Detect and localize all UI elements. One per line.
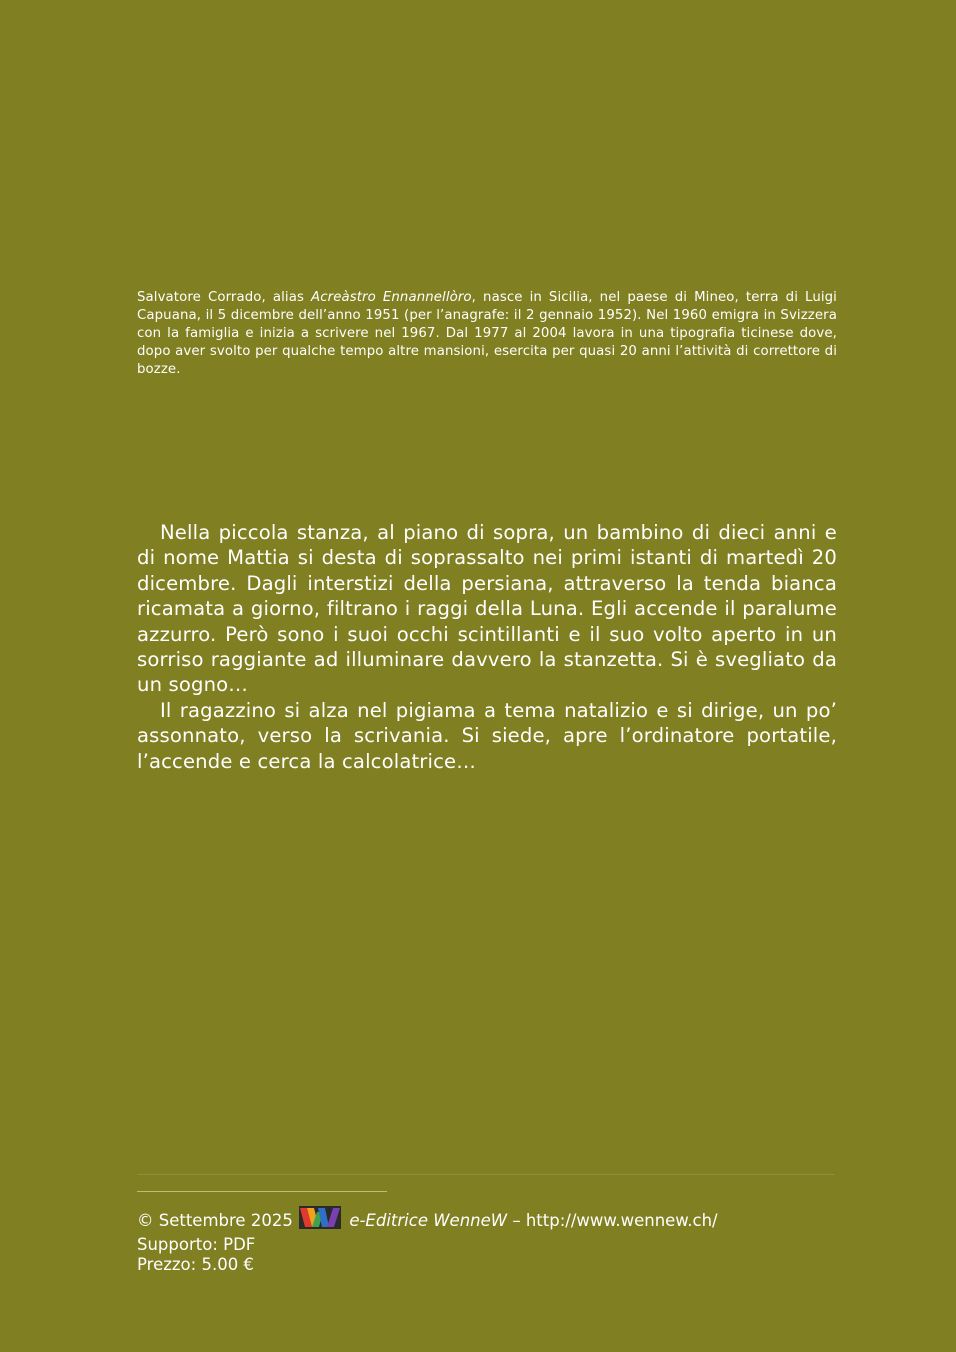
copyright-line (137, 1206, 857, 1235)
colophon (137, 1206, 857, 1276)
bio-text: , nasce in Sicilia, nel paese di Mineo, terra di Luigi Capuana, il 5 dicembre dell’anno 1951 (per l’anagrafe: il 2 gennaio 1952). Nel 1960 emigra in Svizzera con la famiglia e inizia a scrivere nel 1967. Dal 1977 al 2004 lavora in una tipografia ticinese dove, dopo aver svolto per qualche tempo altre mansioni, esercita per quasi 20 anni l’attività di correttore di bozze. (137, 290, 837, 377)
divider-line (137, 1174, 835, 1175)
author-bio (137, 289, 837, 379)
book-excerpt (137, 520, 837, 774)
wennew-logo-icon (299, 1206, 341, 1235)
author-alias: Acreàstro Ennannellòro (311, 290, 472, 305)
publisher-url-link[interactable]: http://www.wennew.ch/ (525, 1211, 718, 1230)
excerpt-paragraph-2: Il ragazzino si alza nel pigiama a tema natalizio e si dirige, un po’ assonnato, verso la scrivania. Si siede, apre l’ordinatore portatile, l’accende e cerca la calcolatrice… (137, 698, 837, 773)
footnote-rule (137, 1191, 387, 1192)
support-line: Supporto: PDF (137, 1234, 256, 1254)
publisher-name: e-Editrice WenneW (349, 1211, 508, 1230)
excerpt-paragraph-1: Nella piccola stanza, al piano di sopra, un bambino di dieci anni e di nome Mattia si desta di soprassalto nei primi istanti di martedì 20 dicembre. Dagli interstizi della persiana, attraverso la tenda bianca ricamata a giorno, filtrano i raggi della Luna. Egli accende il paralume azzurro. Però sono i suoi occhi scintillanti e il suo volto aperto in un sorriso raggiante ad illuminare davvero la stanzetta. Si è svegliato da un sogno… (137, 521, 837, 697)
copyright-text: © Settembre 2025 (137, 1211, 293, 1230)
bio-lead: Salvatore Corrado, alias (137, 290, 312, 305)
separator: – (507, 1211, 526, 1230)
price-line: Prezzo: 5.00 € (137, 1255, 254, 1274)
